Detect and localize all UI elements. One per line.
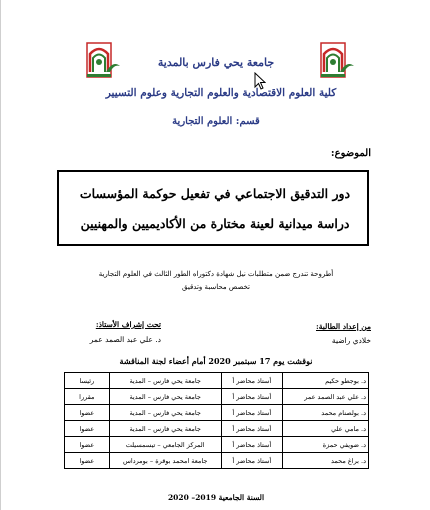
jury-member-university: المركز الجامعي – تيسمسيلت xyxy=(109,437,221,453)
student-label: من إعداد الطالبة: xyxy=(315,322,371,331)
jury-member-name: د. مامي علي xyxy=(282,421,368,437)
jury-row xyxy=(65,437,369,453)
jury-member-role: عضوا xyxy=(65,437,110,453)
jury-member-university: جامعة يحي فارس – المدية xyxy=(109,421,221,437)
faculty-name: كلية العلوم الاقتصادية والعلوم التجارية وعلوم التسيير xyxy=(105,87,337,99)
jury-row xyxy=(65,453,369,469)
jury-member-rank: أستاذ محاضر أ xyxy=(221,373,282,389)
department-name: قسم: العلوم التجارية xyxy=(172,116,260,127)
jury-member-rank: أستاذ محاضر أ xyxy=(221,437,282,453)
academic-year: السنة الجامعية 2019– 2020 xyxy=(167,493,265,502)
thesis-title-line-1: دور التدقيق الاجتماعي في تفعيل حوكمة المؤسسات xyxy=(79,186,351,201)
jury-member-rank: أستاذ محاضر أ xyxy=(221,421,282,437)
jury-member-university: جامعة امحمد بوقرة – بومرداس xyxy=(109,453,221,469)
jury-row xyxy=(65,421,369,437)
degree-line: أطروحة تندرج ضمن متطلبات نيل شهادة دكتوراه الطور الثالث في العلوم التجارية xyxy=(98,270,334,278)
jury-member-role: عضوا xyxy=(65,453,110,469)
specialty-line: تخصص محاسبة وتدقيق xyxy=(182,283,250,291)
jury-member-rank: أستاذ محاضر أ xyxy=(221,405,282,421)
jury-member-name: د. بوجطو حكيم xyxy=(282,373,368,389)
jury-member-role: رئيسا xyxy=(65,373,110,389)
supervisor-name: د. علي عبد الصمد عمر xyxy=(89,335,161,344)
jury-row xyxy=(65,389,369,405)
jury-member-rank: أستاذ محاضر أ xyxy=(221,453,282,469)
thesis-title-box xyxy=(57,170,369,246)
jury-row xyxy=(65,405,369,421)
university-name: جامعة يحي فارس بالمدية xyxy=(157,56,275,69)
jury-member-university: جامعة يحي فارس – المدية xyxy=(109,373,221,389)
jury-member-name: د. براغ محمد xyxy=(282,453,368,469)
jury-member-rank: أستاذ محاضر أ xyxy=(221,389,282,405)
jury-member-role: عضوا xyxy=(65,405,110,421)
jury-table xyxy=(64,372,369,469)
jury-member-role: عضوا xyxy=(65,421,110,437)
jury-member-name: د. علي عبد الصمد عمر xyxy=(282,389,368,405)
supervisor-label: تحت إشراف الأستاذ: xyxy=(95,320,161,329)
jury-member-university: جامعة يحي فارس – المدية xyxy=(109,405,221,421)
jury-member-name: د. بولصنام محمد xyxy=(282,405,368,421)
jury-row xyxy=(65,373,369,389)
student-name: خلادي راضية xyxy=(331,336,371,345)
jury-member-name: د. ضويفي حمزة xyxy=(282,437,368,453)
discussion-date-line: نوقشت يوم 17 سبتمبر 2020 أمام أعضاء لجنة المناقشة xyxy=(119,356,313,366)
jury-member-role: مقررا xyxy=(65,389,110,405)
thesis-title-line-2: دراسة ميدانية لعينة مختارة من الأكاديميين والمهنيين xyxy=(80,216,350,231)
subject-label: الموضوع: xyxy=(330,148,371,159)
jury-member-university: جامعة يحي فارس – المدية xyxy=(109,389,221,405)
